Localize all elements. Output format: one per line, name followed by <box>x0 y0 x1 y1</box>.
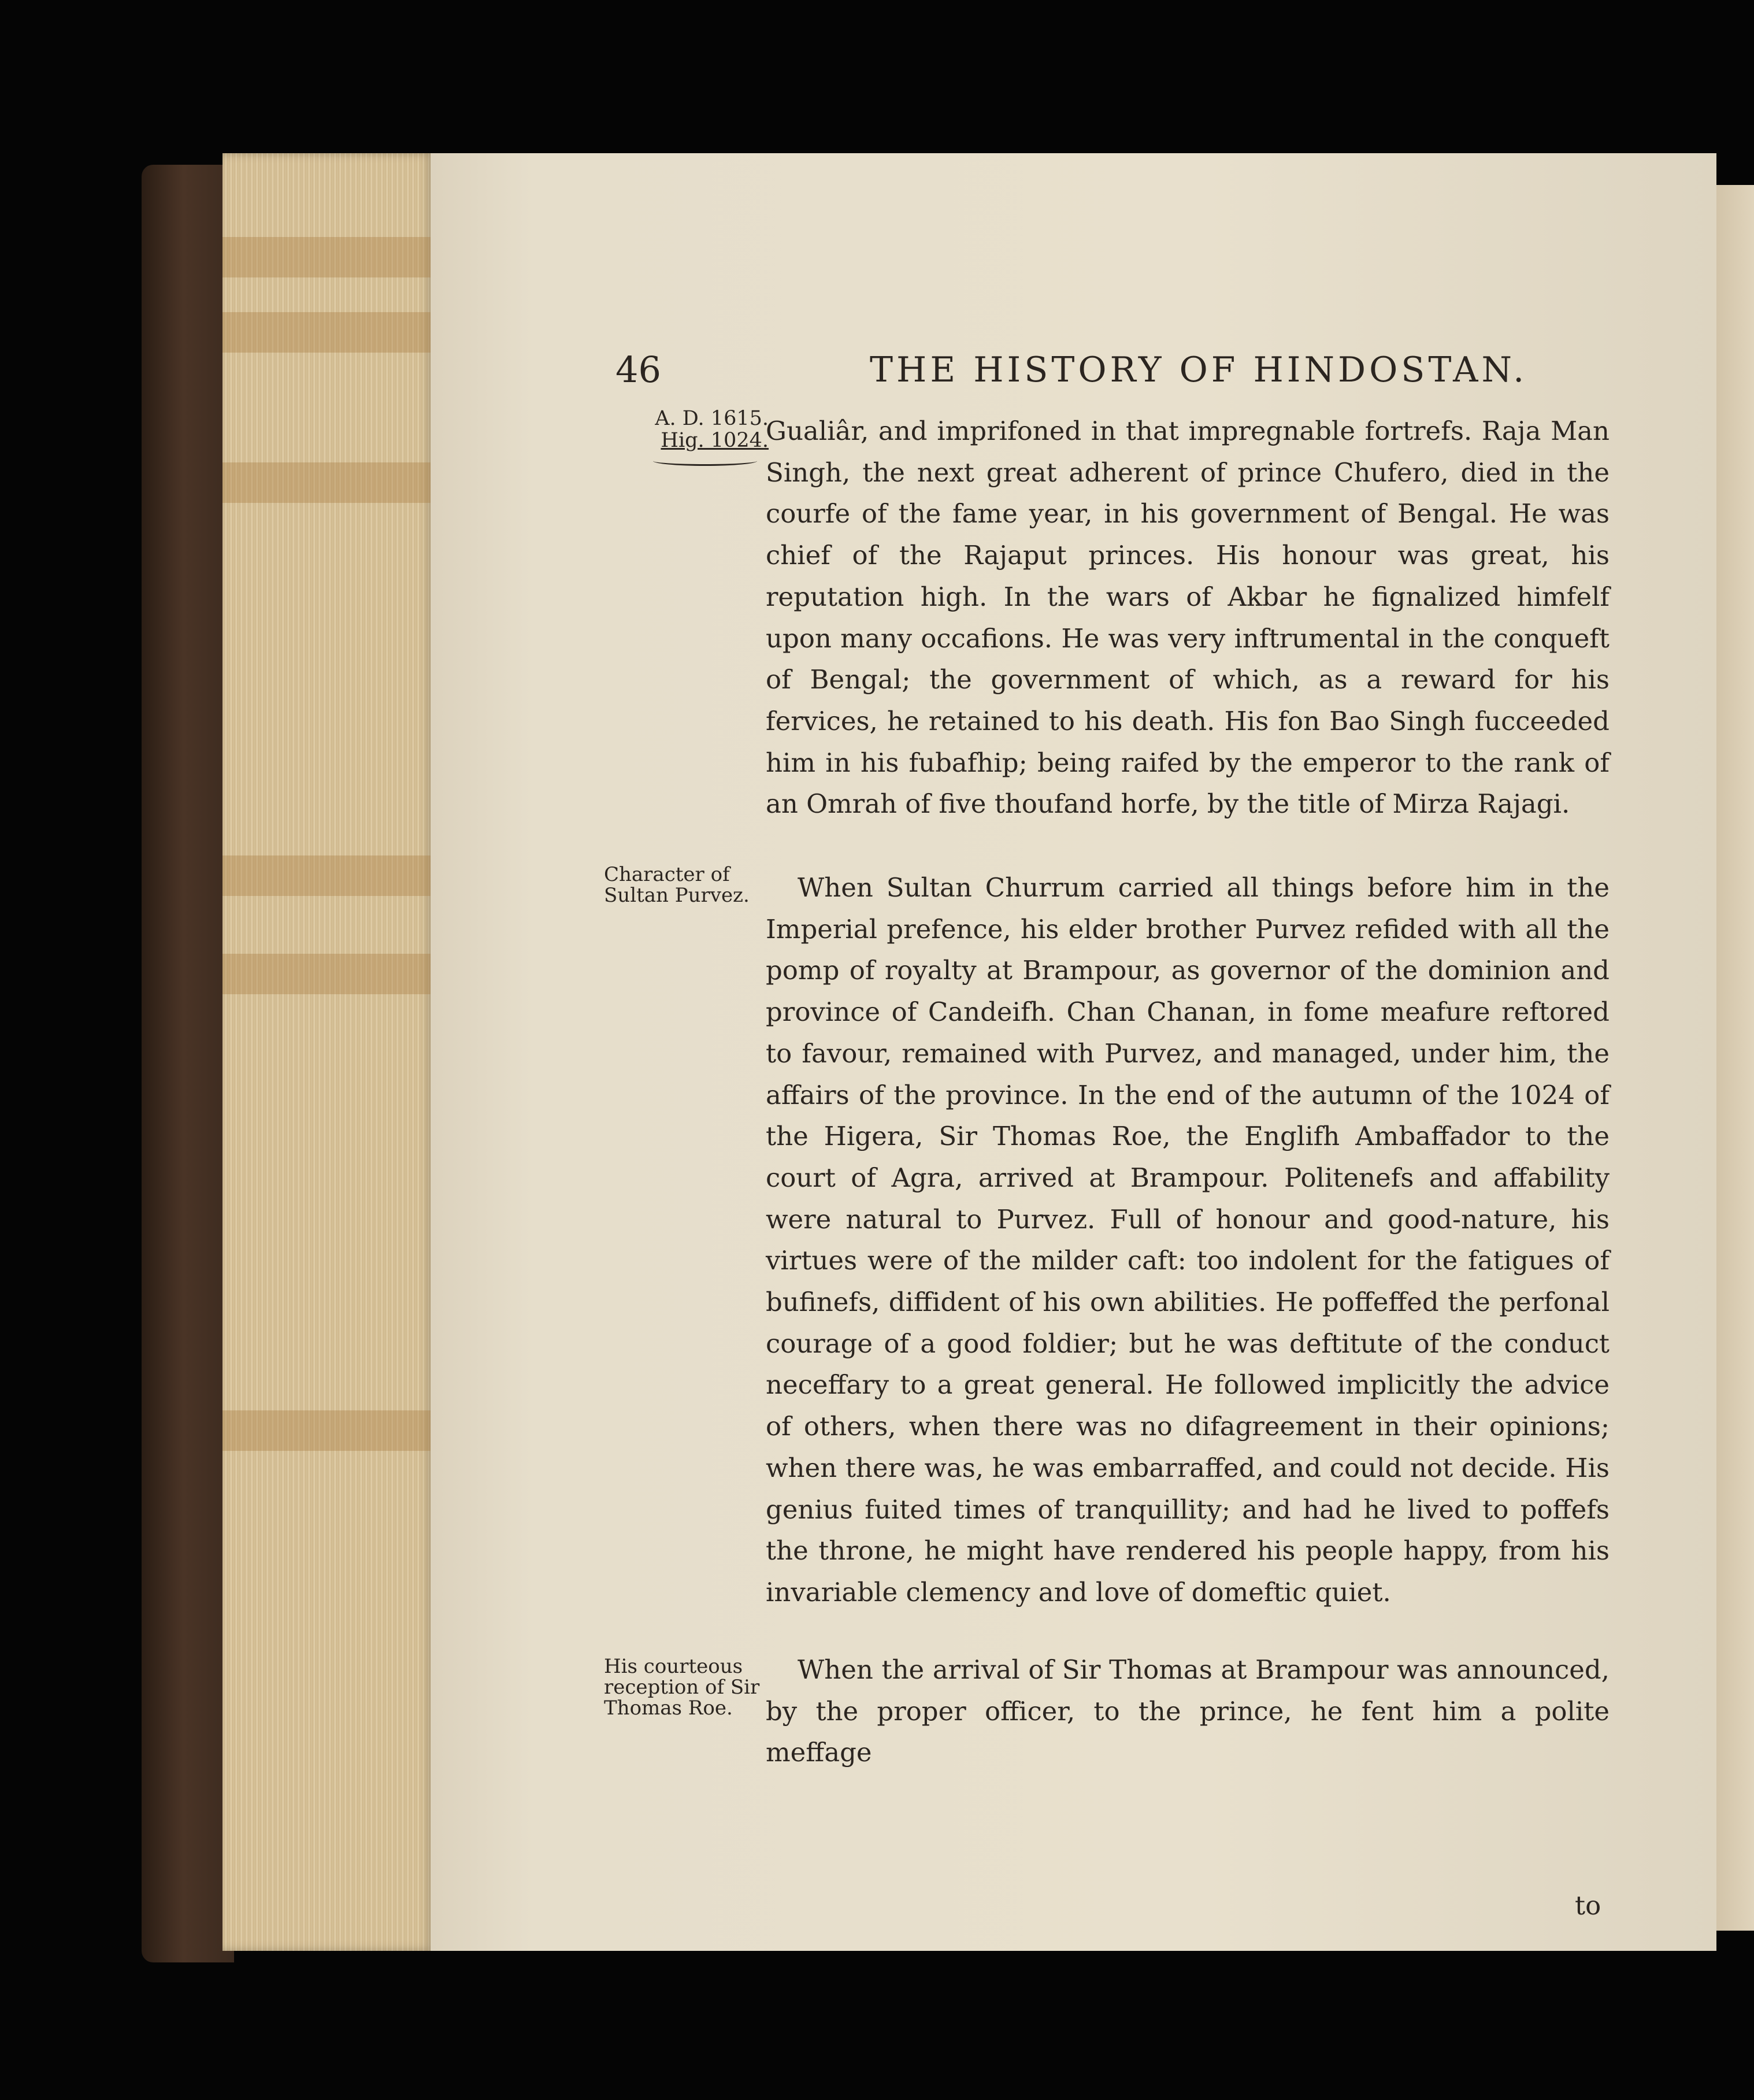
page-header <box>431 344 1716 396</box>
edge-stain <box>223 312 433 353</box>
paragraph-text: When the arrival of Sir Thomas at Brampour was announced, by the proper officer, to the prince, he fent him a polite meffage <box>766 1654 1610 1768</box>
page-number: 46 <box>615 349 661 391</box>
side-note-character: Character of Sultan Purvez. <box>604 863 750 907</box>
margin-date-hijri: Hig. 1024. <box>661 429 769 452</box>
edge-stain <box>223 855 433 896</box>
paragraph-text: Gualiâr, and imprifoned in that impregnable fortrefs. Raja Man Singh, the next great adherent of prince Chufero, died in the courfe of the fame year, in his government of Bengal. He was chief of the Rajaput princes. His honour was great, his reputation high. In the wars of Akbar he fignalized himfelf upon many occafions. He was very inftrumental in the conqueft of Bengal; the government of which, as a reward for his fervices, he retained to his death. His fon Bao Singh fucceeded him in his fubafhip; being raifed by the emperor to the rank of an Omrah of five thoufand horfe, by the title of Mirza Rajagi. <box>766 416 1610 820</box>
margin-brace <box>653 456 757 466</box>
page-edges <box>223 153 433 1951</box>
edge-stain <box>223 462 433 503</box>
paragraph-2 <box>766 867 1610 1613</box>
margin-date-year: A. D. 1615. <box>655 407 769 430</box>
paragraph-text: When Sultan Churrum carried all things before him in the Imperial prefence, his elder brother Purvez refided with all the pomp of royalty at Brampour, as governor of the dominion and province of Candeifh. Chan Chanan, in fome meafure reftored to favour, remained with Purvez, and managed, under him, the affairs of the province. In the end of the autumn of the 1024 of the Higera, Sir Thomas Roe, the Englifh Ambaffador to the court of Agra, arrived at Brampour. Politenefs and affability were natural to Purvez. Full of honour and good-nature, his virtues were of the milder caft: too indolent for the fatigues of bufinefs, diffident of his own abilities. He poffeffed the perfonal courage of a good foldier; but he was deftitute of the conduct neceffary to a great general. He followed implicitly the advice of others, when there was no difagreement in their opinions; when there was, he was embarraffed, and could not decide. His genius fuited times of tranquillity; and had he lived to poffefs the throne, he might have rendered his people happy, from his invariable clemency and love of domeftic quiet. <box>766 872 1610 1608</box>
running-title: THE HISTORY OF HINDOSTAN. <box>870 350 1528 390</box>
catchword: to <box>1575 1890 1601 1921</box>
paragraph-3 <box>766 1649 1610 1773</box>
edge-stain <box>223 954 433 994</box>
side-note-reception: His courteous reception of Sir Thomas Roe. <box>604 1655 760 1720</box>
edge-stain <box>223 1410 433 1451</box>
book-page <box>431 153 1716 1951</box>
edge-stain <box>223 237 433 277</box>
book-binding <box>142 165 234 1962</box>
margin-date <box>630 408 769 466</box>
paragraph-1 <box>766 410 1610 825</box>
